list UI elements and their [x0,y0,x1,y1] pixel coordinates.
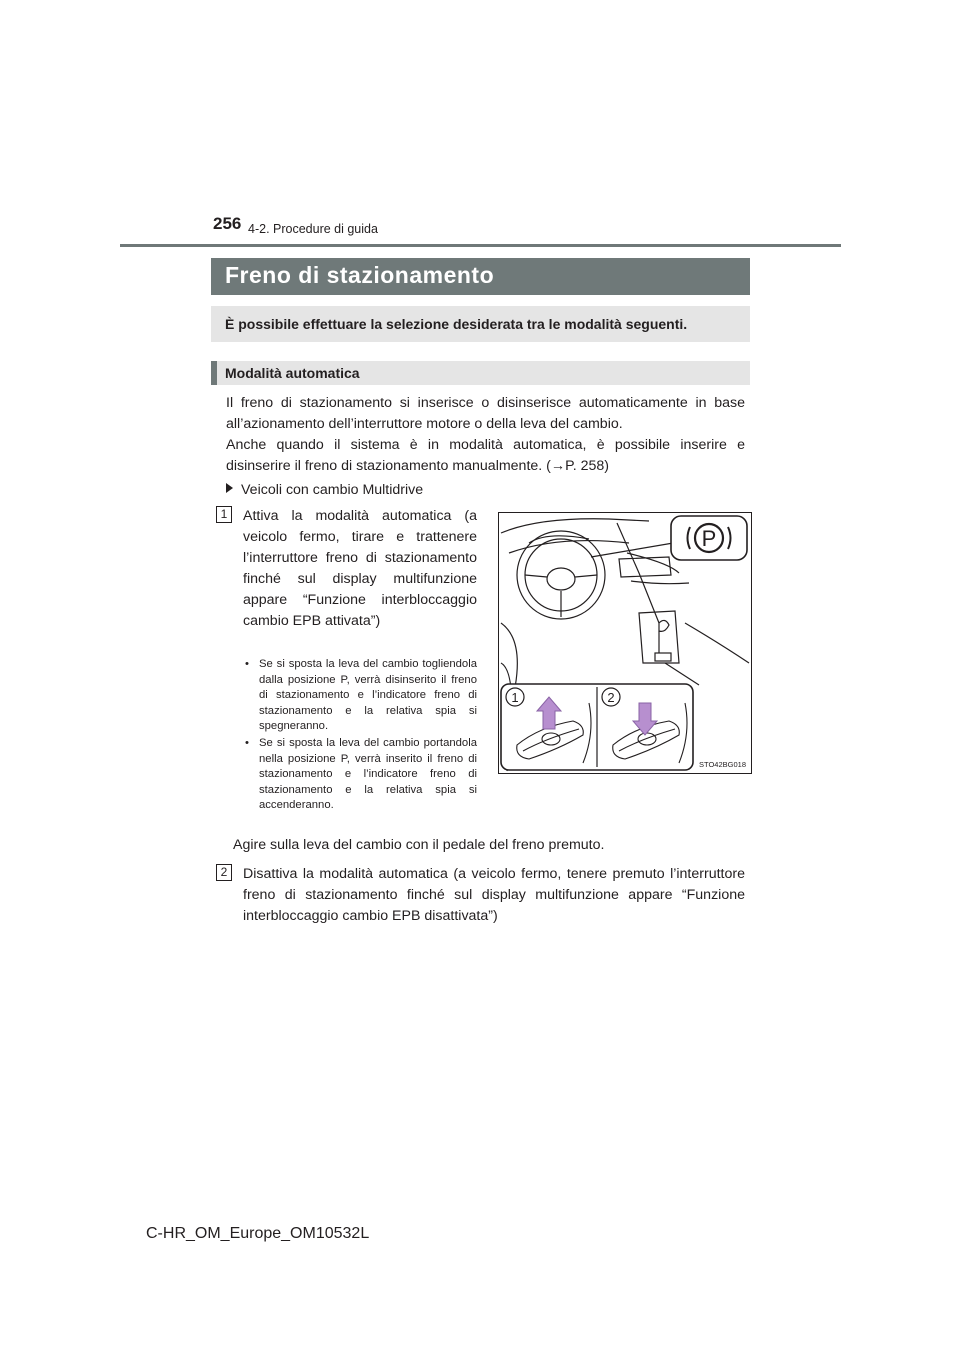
note-text: Se si sposta la leva del cambio portandola nella posizione P, verrà inserito il freno di stazionamento e l’indicatore freno di stazionamento e la relativa spia si accenderanno. [259,736,477,812]
cockpit-drawing [499,513,751,773]
intro-text: È possibile effettuare la selezione desiderata tra le modalità seguenti. [225,316,688,332]
parking-brake-illustration [498,512,752,774]
bullet-dot: • [245,658,249,670]
step-1-notes [243,657,477,814]
paragraph-line-3: Anche quando il sistema è in modalità automatica, è possibile inserire e [226,437,745,453]
section-breadcrumb: 4-2. Procedure di guida [248,222,378,236]
callout-2-label: 2 [607,690,615,705]
step-2-text: Disattiva la modalità automatica (a veicolo fermo, tenere premuto l’interruttore freno di stazionamento finché sul display multifunzione appare “Funzione interbloccaggio cambio EPB disattivata”) [243,866,745,924]
callout-1-label: 1 [511,690,519,705]
section-title-bar [211,258,750,295]
intro-paragraph [226,393,745,477]
vehicle-type-line [226,482,423,498]
vehicle-type-label: Veicoli con cambio Multidrive [241,482,424,498]
step-1-text: Attiva la modalità automatica (a veicolo fermo, tirare e trattenere l’interruttore freno di stazionamento finché sul display multifunzione appare “Funzione interbloccaggio cambio EPB attivata”) [243,508,477,629]
note-text: Se si sposta la leva del cambio togliendola dalla posizione P, verrà disinserito il freno di stazionamento e l’indicatore freno di stazionamento e la relativa spia si spegneranno. [259,658,477,733]
triangle-bullet-icon [226,483,233,493]
p-symbol-label: P [701,526,717,551]
mode-heading-bar [211,361,750,385]
paragraph-line-1: Il freno di stazionamento si inserisce o disinserisce automaticamente in base [226,395,745,411]
figure-code: STO42BG018 [699,760,746,769]
step-1-number-box: 1 [216,506,232,523]
page-number: 256 [213,214,242,233]
intro-box [211,306,750,342]
note-item [243,736,477,814]
mode-heading-accent [211,361,217,385]
page-title: Freno di stazionamento [225,262,495,288]
bullet-dot: • [245,736,249,749]
mode-heading: Modalità automatica [225,365,360,381]
paragraph-line-2: all’azionamento dell’interruttore motore o della leva del cambio. [226,416,623,432]
note-item [243,657,477,735]
step-2-number-box: 2 [216,864,232,881]
shift-lever-instruction: Agire sulla leva del cambio con il pedale del freno premuto. [233,837,605,853]
paragraph-line-4: disinserire il freno di stazionamento manualmente. (→P. 258) [226,458,609,474]
document-code-footer: C-HR_OM_Europe_OM10532L [146,1225,370,1242]
header-divider [120,244,841,247]
